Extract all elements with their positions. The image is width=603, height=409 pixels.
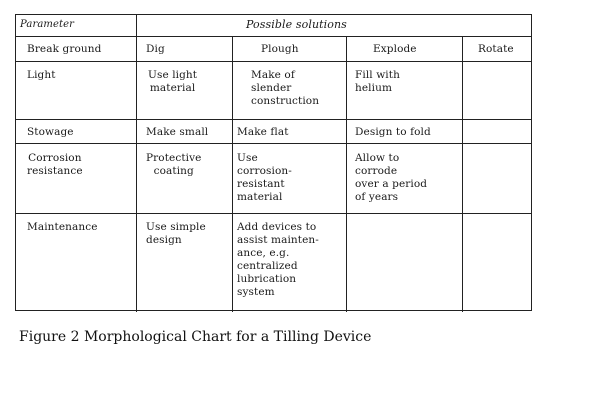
solution-cell: Explode: [373, 43, 417, 55]
solutions-header: Possible solutions: [246, 18, 347, 31]
header-divider: [16, 36, 531, 37]
parameter-cell: Light: [27, 69, 56, 81]
solution-cell: Use corrosion- resistant material: [237, 152, 292, 203]
figure-caption: Figure 2 Morphological Chart for a Tilling Device: [19, 329, 372, 345]
parameter-header: Parameter: [20, 19, 75, 30]
row-divider-4: [16, 213, 531, 214]
solution-cell: Rotate: [478, 43, 514, 55]
column-divider-2: [346, 36, 347, 312]
parameter-cell: Break ground: [27, 43, 102, 55]
parameter-cell: Corrosion resistance: [27, 152, 83, 177]
solution-cell: Fill with helium: [355, 69, 400, 94]
solution-cell: Plough: [261, 43, 299, 55]
solution-cell: Use simple design: [146, 221, 206, 246]
column-divider-parameter: [136, 15, 137, 312]
solution-cell: Make of slender construction: [251, 69, 320, 107]
solution-cell: Make flat: [237, 126, 289, 138]
solution-cell: Allow to corrode over a period of years: [355, 152, 428, 203]
column-divider-1: [232, 36, 233, 312]
row-divider-1: [16, 61, 531, 62]
row-divider-2: [16, 119, 531, 120]
solution-cell: Design to fold: [355, 126, 431, 138]
solution-cell: Make small: [146, 126, 209, 138]
parameter-cell: Stowage: [27, 126, 74, 138]
solution-cell: Dig: [146, 43, 165, 55]
row-divider-3: [16, 143, 531, 144]
solution-cell: Protective coating: [146, 152, 202, 177]
parameter-cell: Maintenance: [27, 221, 98, 233]
morphological-chart: [15, 14, 532, 311]
column-divider-3: [462, 36, 463, 312]
solution-cell: Add devices to assist mainten- ance, e.g. centralized lubrication system: [237, 221, 319, 298]
solution-cell: Use light material: [148, 69, 198, 94]
